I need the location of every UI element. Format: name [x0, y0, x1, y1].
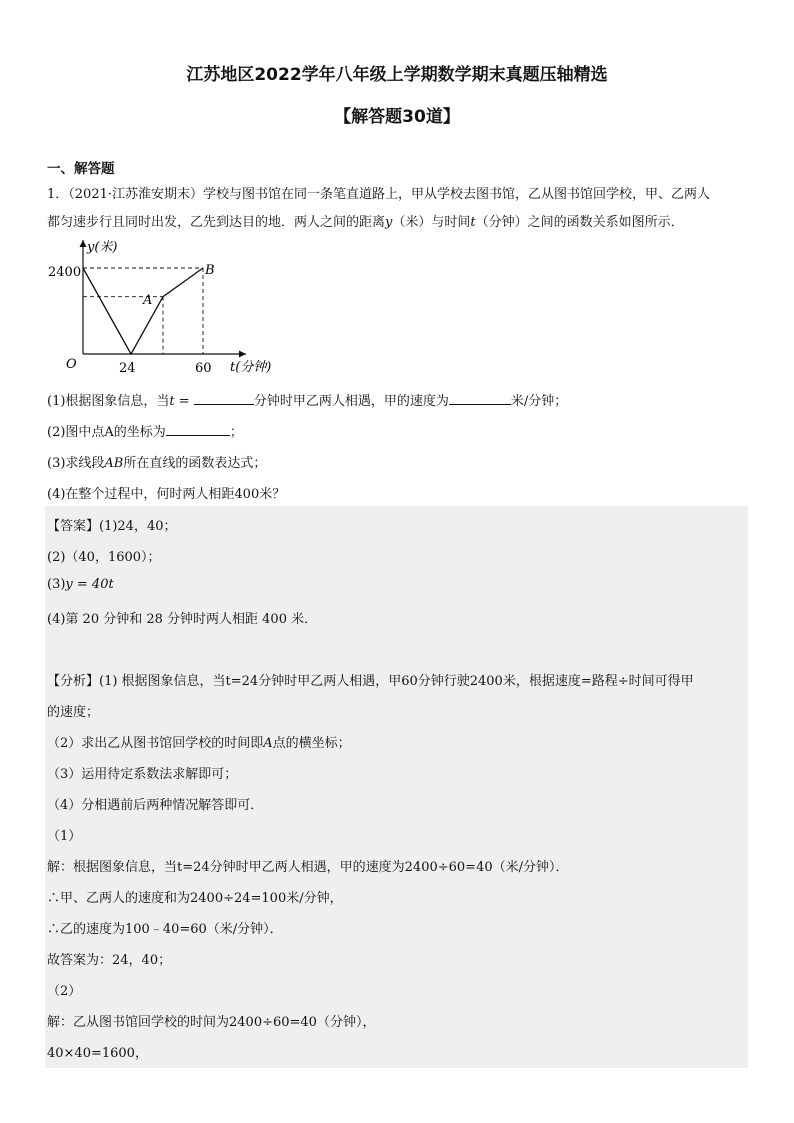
analysis-text: （2）求出乙从图书馆回学校的时间即 [47, 736, 264, 751]
analysis-line: （2） [47, 984, 82, 999]
x-axis-label: t(分钟) [230, 360, 272, 375]
y-axis-label: y(米) [87, 240, 118, 255]
distance-line [83, 268, 203, 354]
variable-y: y [385, 215, 393, 230]
problem-line-2 [47, 211, 684, 230]
question-1 [47, 390, 567, 409]
problem-text: （分钟）之间的函数关系如图所示． [475, 215, 684, 230]
problem-text: （米）与时间 [392, 215, 471, 230]
question-text: (3)求线段 [47, 456, 105, 471]
point-a-label: A [143, 293, 153, 308]
answer-line-3 [47, 577, 114, 592]
variable-ab: AB [104, 456, 124, 471]
question-text: 分钟时甲乙两人相遇，甲的速度为 [253, 394, 449, 409]
document-subtitle: 【解答题30道】 [334, 107, 460, 127]
answer-line-1: 【答案】(1)24，40； [47, 519, 177, 534]
analysis-line [47, 732, 351, 751]
question-2 [47, 421, 243, 440]
document-title: 江苏地区2022学年八年级上学期数学期末真题压轴精选 [186, 65, 608, 85]
answer-line-4: (4)第 20 分钟和 28 分钟时两人相距 400 米． [47, 612, 318, 627]
question-text: (2)图中点A的坐标为 [47, 425, 166, 440]
question-text: = [174, 394, 194, 409]
analysis-line: （4）分相遇前后两种情况解答即可． [47, 798, 264, 813]
x-tick-label: 60 [195, 361, 212, 376]
question-3 [47, 452, 266, 471]
analysis-line: 解：根据图象信息，当t=24分钟时甲乙两人相遇，甲的速度为2400÷60=40（米/分钟）． [47, 860, 569, 875]
question-text: (1)根据图象信息，当 [47, 394, 170, 409]
analysis-line: ∴乙的速度为100﹣40=60（米/分钟）． [47, 922, 283, 937]
analysis-line: 故答案为：24，40； [47, 953, 172, 968]
section-heading: 一、解答题 [47, 161, 115, 177]
analysis-line: ∴甲、乙两人的速度和为2400÷24=100米/分钟， [47, 891, 343, 906]
answer-blank[interactable] [449, 392, 511, 405]
question-text: 所在直线的函数表达式； [123, 456, 267, 471]
answer-expression: y = 40t [65, 577, 114, 592]
problem-line-1: 1．（2021·江苏淮安期末）学校与图书馆在同一条笔直道路上，甲从学校去图书馆，乙从图书馆回学校，甲、乙两人 [47, 187, 710, 202]
variable-t: t [470, 215, 476, 230]
x-tick-label: 24 [119, 361, 136, 376]
answer-text: (3) [47, 577, 66, 592]
answer-blank[interactable] [166, 423, 230, 436]
problem-text: 都匀速步行且同时出发，乙先到达目的地．两人之间的距离 [47, 215, 386, 230]
question-text: ； [229, 425, 243, 440]
variable-t: t [169, 394, 175, 409]
analysis-line: （1） [47, 829, 82, 844]
analysis-text: 点的横坐标； [272, 736, 351, 751]
variable-a: A [263, 736, 273, 751]
analysis-line: 【分析】(1) 根据图象信息，当t=24分钟时甲乙两人相遇，甲60分钟行驶2400米，根据速度=路程÷时间可得甲 [47, 674, 694, 689]
question-4: (4)在整个过程中，何时两人相距400米？ [47, 487, 286, 502]
answer-line-2: (2)（40，1600）； [47, 550, 161, 565]
analysis-line: （3）运用待定系数法求解即可； [47, 767, 238, 782]
point-b-label: B [205, 263, 215, 278]
y-tick-label: 2400 [48, 265, 82, 280]
answer-blank[interactable] [194, 392, 254, 405]
question-text: 米/分钟； [510, 394, 568, 409]
answer-panel [45, 506, 748, 1068]
analysis-line: 的速度； [47, 705, 100, 720]
analysis-line: 40×40=1600， [47, 1046, 148, 1061]
origin-label: O [66, 357, 77, 372]
distance-time-graph [40, 232, 300, 384]
analysis-line: 解：乙从图书馆回学校的时间为2400÷60=40（分钟）， [47, 1015, 376, 1030]
